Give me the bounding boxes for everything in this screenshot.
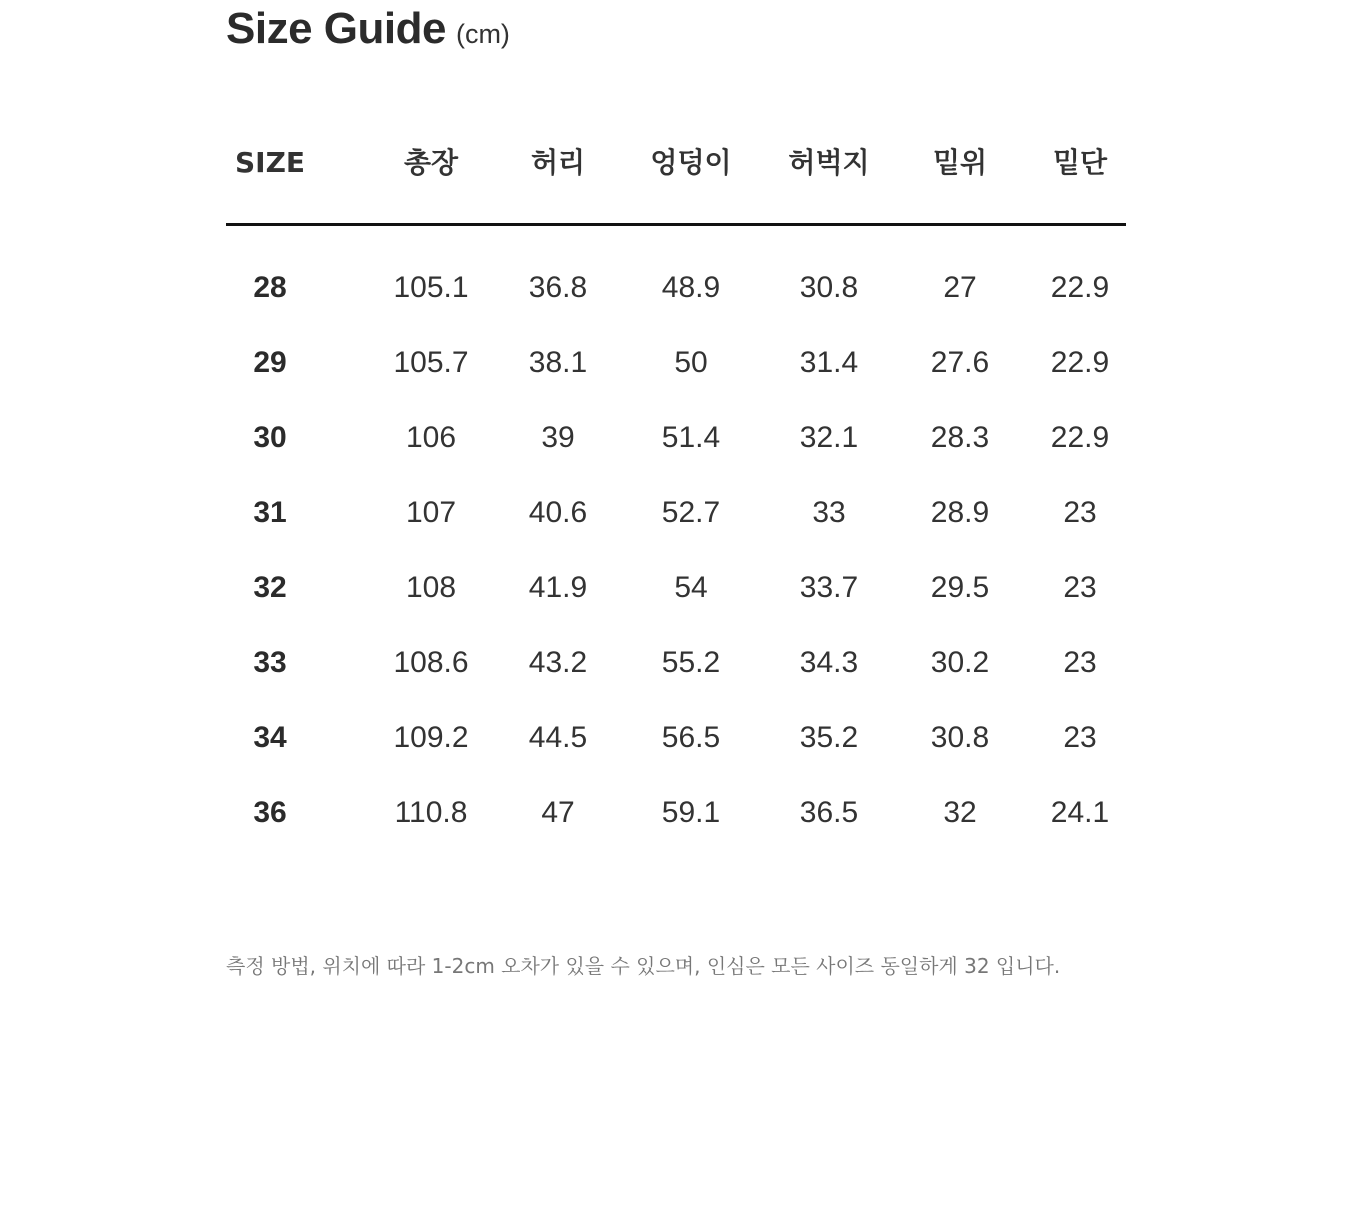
hip-cell: 48.9 (661, 271, 721, 304)
total-length-cell: 108.6 (393, 646, 469, 679)
hem-cell: 23 (1063, 721, 1097, 754)
table-row (226, 716, 1126, 760)
table-row (226, 566, 1126, 610)
header-divider (226, 223, 1126, 226)
table-row (226, 491, 1126, 535)
total-length-cell: 105.1 (393, 271, 469, 304)
hip-cell: 50 (674, 346, 708, 379)
header-thigh: 허벅지 (788, 146, 870, 179)
total-length-cell: 109.2 (393, 721, 469, 754)
size-cell: 32 (253, 571, 287, 604)
rise-cell: 30.8 (930, 721, 990, 754)
rise-cell: 27 (943, 271, 977, 304)
table-row (226, 641, 1126, 685)
waist-cell: 39 (541, 421, 575, 454)
table-row (226, 791, 1126, 835)
waist-cell: 40.6 (528, 496, 588, 529)
size-cell: 33 (253, 646, 287, 679)
header-hip: 엉덩이 (650, 146, 732, 179)
table-header (226, 140, 1126, 186)
rise-cell: 27.6 (930, 346, 990, 379)
size-cell: 36 (253, 796, 287, 829)
total-length-cell: 106 (405, 421, 457, 454)
thigh-cell: 33 (812, 496, 846, 529)
rise-cell: 32 (943, 796, 977, 829)
table-row (226, 416, 1126, 460)
thigh-cell: 32.1 (799, 421, 859, 454)
title-main: Size Guide (226, 4, 446, 53)
hip-cell: 55.2 (661, 646, 721, 679)
waist-cell: 38.1 (528, 346, 588, 379)
title-unit: (cm) (455, 19, 510, 49)
table-row (226, 341, 1126, 385)
total-length-cell: 107 (405, 496, 457, 529)
thigh-cell: 36.5 (799, 796, 859, 829)
hip-cell: 51.4 (661, 421, 721, 454)
waist-cell: 43.2 (528, 646, 588, 679)
thigh-cell: 31.4 (799, 346, 859, 379)
size-cell: 30 (253, 421, 287, 454)
hip-cell: 59.1 (661, 796, 721, 829)
table-row (226, 266, 1126, 310)
header-rise: 밑위 (932, 146, 988, 179)
header-size: SIZE (234, 146, 305, 179)
hem-cell: 23 (1063, 496, 1097, 529)
hip-cell: 56.5 (661, 721, 721, 754)
hip-cell: 52.7 (661, 496, 721, 529)
hem-cell: 22.9 (1050, 271, 1110, 304)
total-length-cell: 105.7 (393, 346, 469, 379)
thigh-cell: 33.7 (799, 571, 859, 604)
size-cell: 31 (253, 496, 287, 529)
waist-cell: 36.8 (528, 271, 588, 304)
size-cell: 29 (253, 346, 287, 379)
size-cell: 34 (253, 721, 287, 754)
total-length-cell: 108 (405, 571, 457, 604)
hem-cell: 23 (1063, 646, 1097, 679)
thigh-cell: 35.2 (799, 721, 859, 754)
page-title (226, 0, 510, 60)
size-cell: 28 (253, 271, 287, 304)
rise-cell: 28.3 (930, 421, 990, 454)
measurement-note: 측정 방법, 위치에 따라 1-2cm 오차가 있을 수 있으며, 인심은 모든 사이즈 동일하게 32 입니다. (226, 954, 1061, 978)
hem-cell: 22.9 (1050, 421, 1110, 454)
thigh-cell: 30.8 (799, 271, 859, 304)
thigh-cell: 34.3 (799, 646, 859, 679)
header-hem: 밑단 (1052, 146, 1108, 179)
hem-cell: 24.1 (1050, 796, 1110, 829)
waist-cell: 44.5 (528, 721, 588, 754)
rise-cell: 30.2 (930, 646, 990, 679)
waist-cell: 41.9 (528, 571, 588, 604)
waist-cell: 47 (541, 796, 575, 829)
hip-cell: 54 (674, 571, 708, 604)
rise-cell: 28.9 (930, 496, 990, 529)
rise-cell: 29.5 (930, 571, 990, 604)
total-length-cell: 110.8 (394, 796, 468, 829)
hem-cell: 22.9 (1050, 346, 1110, 379)
header-total-length: 총장 (403, 146, 459, 179)
header-waist: 허리 (530, 146, 586, 179)
hem-cell: 23 (1063, 571, 1097, 604)
